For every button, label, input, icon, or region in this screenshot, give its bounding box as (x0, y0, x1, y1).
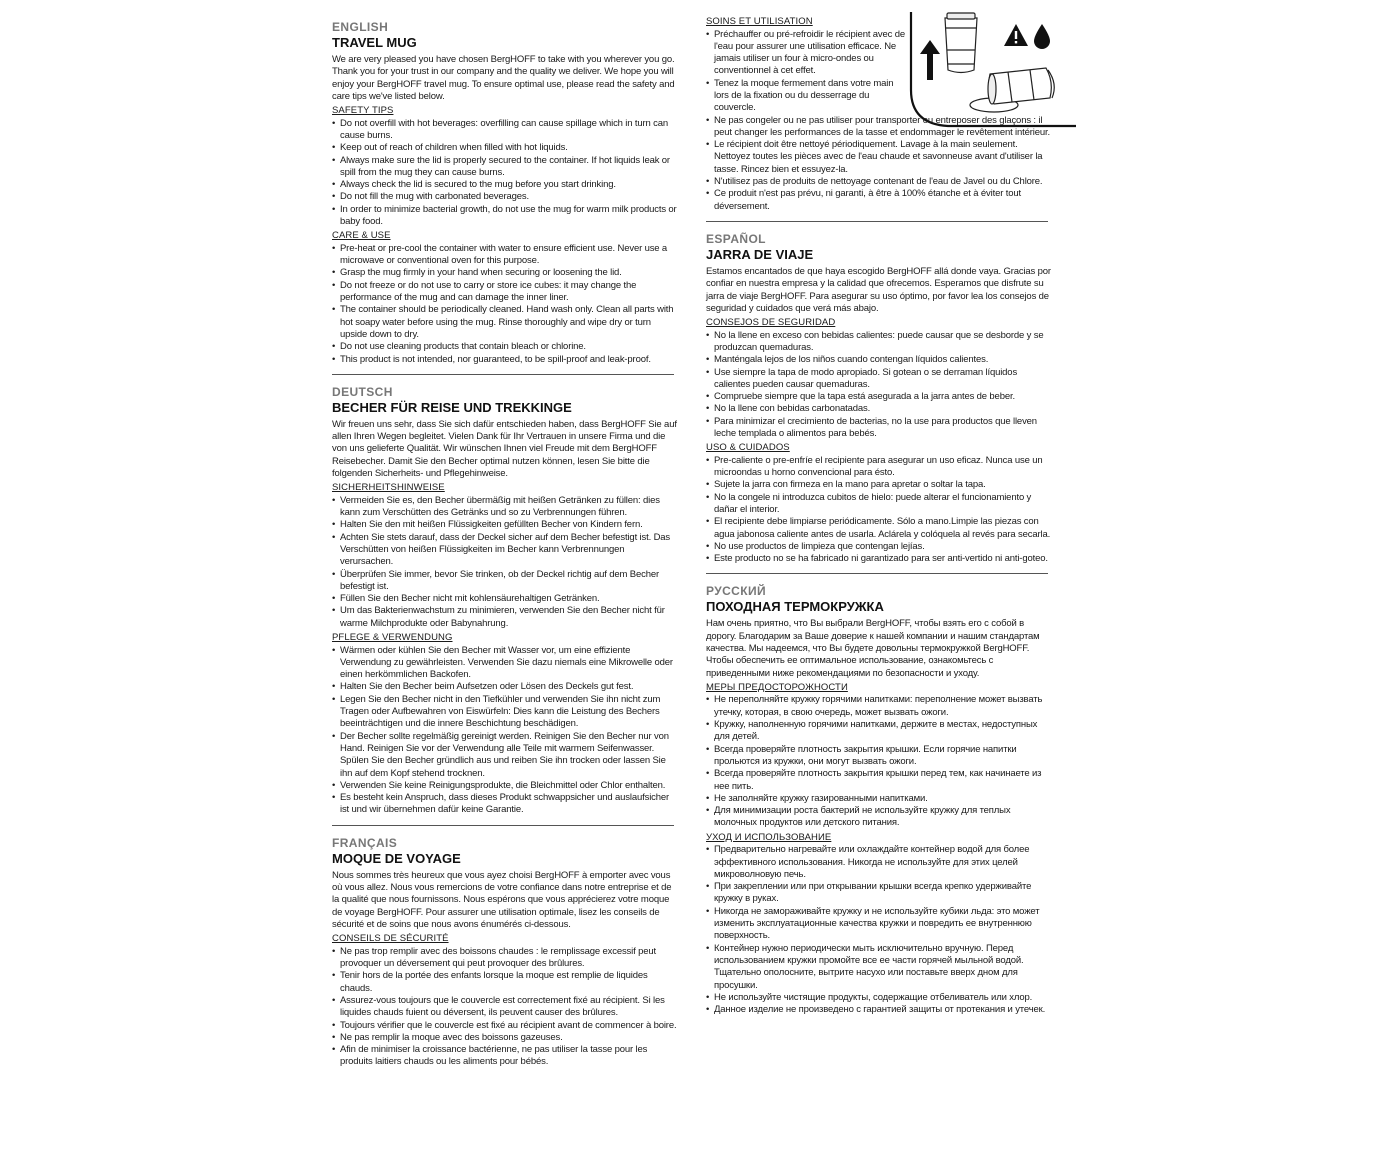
right-column (706, 16, 1052, 1016)
list-item: • Der Becher sollte regelmäßig gereinigt werden. Reinigen Sie den Becher nur von Hand. Reinigen Sie vor der Verwendung alle Teile mit warmem Seifenwasser. Spülen Sie den Becher gründlich aus und reiben Sie ihn trocken oder lassen Sie ihn auf dem Kopf stehend trocknen. (332, 731, 678, 780)
list-item: • Tenez la moque fermement dans votre main lors de la fixation ou du desserrage du couvercle. (706, 78, 910, 115)
list-item: • Для минимизации роста бактерий не используйте кружку для теплых молочных продуктов или детского питания. (706, 805, 1052, 830)
list-item: • The container should be periodically cleaned. Hand wash only. Clean all parts with hot soapy water before using the mug. Rinse thoroughly and wipe dry or turn upside down to dry. (332, 304, 678, 341)
list-item: • Ce produit n'est pas prévu, ni garanti, à être à 100% étanche et à éviter tout déversement. (706, 188, 1056, 213)
list-item: • Всегда проверяйте плотность закрытия крышки. Если горячие напитки прольются из кружки, они могут вызвать ожоги. (706, 744, 1052, 769)
list-item: • Legen Sie den Becher nicht in den Tiefkühler und verwenden Sie ihn nicht zum Tragen oder Aufbewahren von Eiswürfeln: Dies kann die Leistung des Bechers beeinträchtigen und die innere Beschichtung beschädigen. (332, 694, 678, 731)
list-item: • Keep out of reach of children when filled with hot liquids. (332, 142, 678, 154)
list-item: • Compruebe siempre que la tapa está asegurada a la jarra antes de beber. (706, 391, 1052, 403)
left-column (332, 20, 678, 1069)
list-item: • Assurez-vous toujours que le couvercle est correctement fixé au récipient. Si les liquides chauds fuient ou déversent, ils peuvent causer des brûlures. (332, 995, 678, 1020)
list-item: • Toujours vérifier que le couvercle est fixé au récipient avant de commencer à boire. (332, 1020, 678, 1032)
list-item: • Para minimizar el crecimiento de bacterias, no la use para productos que lleven leche templada o alimentos para bebés. (706, 416, 1052, 441)
intro-paragraph: Wir freuen uns sehr, dass Sie sich dafür entschieden haben, dass BergHOFF Sie auf allen Ihren Wegen begleitet. Vielen Dank für Ihr Vertrauen in unsere Firma und die von uns gelieferte Qualität. Wir wünschen Ihnen viel Freude mit dem BergHOFF Reisebecher. Damit Sie den Becher optimal nutzen können, lesen Sie bitte die folgenden Sicherheits- und Pflegehinweise. (332, 418, 677, 480)
list-item: • Do not overfill with hot beverages: overfilling can cause spillage which in turn can cause burns. (332, 118, 678, 143)
list-item: • Всегда проверяйте плотность закрытия крышки перед тем, как начинаете из нее пить. (706, 768, 1052, 793)
product-title: BECHER FÜR REISE UND TREKKINGE (332, 399, 572, 415)
list-item: • Do not use cleaning products that contain bleach or chlorine. (332, 341, 678, 353)
list-item: • Este producto no se ha fabricado ni garantizado para ser anti-vertido ni anti-goteo. (706, 553, 1052, 565)
list-item: • Ne pas trop remplir avec des boissons chaudes : le remplissage excessif peut provoquer un déversement qui peut provoquer des brûlures. (332, 946, 678, 971)
language-heading: ENGLISH (332, 20, 389, 34)
safety-list (332, 118, 678, 229)
list-item: • In order to minimize bacterial growth, do not use the mug for warm milk products or baby food. (332, 204, 678, 229)
list-item: • Vermeiden Sie es, den Becher übermäßig mit heißen Getränken zu füllen: dies kann zum Verschütten des Getränks und so zu Verbrennungen führen. (332, 495, 678, 520)
section-english (332, 20, 678, 366)
section-espanol (706, 232, 1052, 566)
section-russian (706, 584, 1052, 1016)
safety-heading: МЕРЫ ПРЕДОСТОРОЖНОСТИ (706, 681, 848, 693)
care-list (332, 645, 678, 817)
list-item: • El recipiente debe limpiarse periódicamente. Sólo a mano.Limpie las piezas con agua jabonosa caliente antes de usarla. Aclárela y colóquela al revés para secarla. (706, 516, 1052, 541)
list-item: • Pre-caliente o pre-enfríe el recipiente para asegurar un uso eficaz. Nunca use un microondas u horno convencional para ésto. (706, 455, 1052, 480)
list-item: • Не переполняйте кружку горячими напитками: переполнение может вызвать утечку, которая, в свою очередь, может вызвать ожоги. (706, 694, 1052, 719)
list-item: • Do not fill the mug with carbonated beverages. (332, 191, 678, 203)
product-title: JARRA DE VIAJE (706, 246, 814, 262)
list-item: • Кружку, наполненную горячими напитками, держите в местах, недоступных для детей. (706, 719, 1052, 744)
care-heading: USO & CUIDADOS (706, 442, 790, 454)
list-item: • Pre-heat or pre-cool the container with water to ensure efficient use. Never use a microwave or conventional oven for this purpose. (332, 243, 678, 268)
list-item: • N'utilisez pas de produits de nettoyage contenant de l'eau de Javel ou du Chlore. (706, 176, 1056, 188)
list-item: • Um das Bakterienwachstum zu minimieren, verwenden Sie den Becher nicht für warme Milchprodukte oder Babynahrung. (332, 605, 678, 630)
list-item: • Предварительно нагревайте или охлаждайте контейнер водой для более эффективного использования. Никогда не используйте для этих целей микроволновую печь. (706, 844, 1052, 881)
safety-list (706, 694, 1052, 829)
list-item: • No use productos de limpieza que contengan lejías. (706, 541, 1052, 553)
list-item: • Не используйте чистящие продукты, содержащие отбеливатель или хлор. (706, 992, 1052, 1004)
care-heading: SOINS ET UTILISATION (706, 16, 813, 27)
safety-list (706, 330, 1052, 441)
language-heading: ESPAÑOL (706, 231, 766, 246)
section-francais (332, 836, 678, 1069)
list-item: • Manténgala lejos de los niños cuando contengan líquidos calientes. (706, 354, 1052, 366)
care-list (706, 844, 1052, 1016)
care-heading: УХОД И ИСПОЛЬЗОВАНИЕ (706, 831, 832, 843)
intro-paragraph: Nous sommes très heureux que vous ayez choisi BergHOFF à emporter avec vous où vous allez. Nous vous remercions de votre confiance dans notre entreprise et de la qualité que nous fournissons. Nous espérons que vous apprécierez votre moque de voyage BergHOFF. Pour assurer une utilisation optimale, lisez les conseils de sécurité et de soins que nous avons énumérés ci-dessous. (332, 869, 672, 930)
list-item: • Ne pas remplir la moque avec des boissons gazeuses. (332, 1032, 678, 1044)
list-item: • This product is not intended, nor guaranteed, to be spill-proof and leak-proof. (332, 354, 678, 366)
safety-heading: CONSEJOS DE SEGURIDAD (706, 317, 836, 329)
list-item: • Füllen Sie den Becher nicht mit kohlensäurehaltigen Getränken. (332, 593, 678, 605)
list-item: • Halten Sie den mit heißen Flüssigkeiten gefüllten Becher von Kindern fern. (332, 519, 678, 531)
section-divider (706, 573, 1048, 574)
language-heading: DEUTSCH (332, 384, 393, 399)
list-item: • Sujete la jarra con firmeza en la mano para apretar o soltar la tapa. (706, 479, 1052, 491)
list-item: • Es besteht kein Anspruch, dass dieses Produkt schwappsicher und auslaufsicher ist und wir übernehmen dafür keine Garantie. (332, 792, 678, 817)
language-heading: РУССКИЙ (706, 584, 767, 599)
list-item: • Данное изделие не произведено с гарантией защиты от протекания и утечек. (706, 1004, 1052, 1016)
product-title: MOQUE DE VOYAGE (332, 850, 461, 866)
list-item: • При закреплении или при открывании крышки всегда крепко удерживайте кружку в руках. (706, 881, 1052, 906)
care-list (332, 243, 678, 366)
care-heading: CARE & USE (332, 230, 391, 242)
list-item: • Always check the lid is secured to the mug before you start drinking. (332, 179, 678, 191)
list-item: • Préchauffer ou pré-refroidir le récipient avec de l'eau pour assurer une utilisation efficace. Ne jamais utiliser un four à micro-ondes ou conventionnel à cet effet. (706, 29, 910, 78)
list-item: • Grasp the mug firmly in your hand when securing or loosening the lid. (332, 267, 678, 279)
section-deutsch (332, 385, 678, 817)
list-item: • Le récipient doit être nettoyé périodiquement. Lavage à la main seulement. Nettoyez toutes les pièces avec de l'eau chaude et savonneuse avant d'utiliser la tasse. Rincez bien et essuyez-la. (706, 139, 1056, 176)
section-divider (332, 825, 674, 826)
list-item: • Ne pas congeler ou ne pas utiliser pour transporter ou entreposer des glaçons : il peut changer les performances de la tasse et endommager le revêtement intérieur. (706, 115, 1056, 140)
list-item: • Никогда не замораживайте кружку и не используйте кубики льда: это может изменить эксплуатационные качества кружки и повредить ее внутреннюю поверхность. (706, 906, 1052, 943)
care-heading: PFLEGE & VERWENDUNG (332, 632, 453, 644)
intro-paragraph: Estamos encantados de que haya escogido BergHOFF allá donde vaya. Gracias por confiar en nuestra empresa y la calidad que ofrecemos. Esperamos que disfrute su jarra de viaje BergHOFF. Para asegurar su uso óptimo, por favor lea los consejos de seguridad y cuidados que verá más abajo. (706, 265, 1051, 314)
list-item: • Achten Sie stets darauf, dass der Deckel sicher auf dem Becher befestigt ist. Das Verschütten von heißen Flüssigkeiten im Becher kann Verbrennungen verursachen. (332, 532, 678, 569)
safety-list (332, 946, 678, 1069)
list-item: • No la congele ni introduzca cubitos de hielo: puede alterar el funcionamiento y dañar el interior. (706, 492, 1052, 517)
safety-heading: CONSEILS DE SÉCURITÉ (332, 933, 449, 945)
safety-heading: SAFETY TIPS (332, 105, 394, 117)
list-item: • Halten Sie den Becher beim Aufsetzen oder Lösen des Deckels gut fest. (332, 681, 678, 693)
safety-heading: SICHERHEITSHINWEISE (332, 482, 445, 494)
list-item: • Wärmen oder kühlen Sie den Becher mit Wasser vor, um eine effiziente Verwendung zu gewährleisten. Verwenden Sie dazu niemals eine Mikrowelle oder einen herkömmlichen Backofen. (332, 645, 678, 682)
list-item: • No la llene con bebidas carbonatadas. (706, 403, 1052, 415)
section-divider (332, 374, 674, 375)
section-divider (706, 221, 1048, 222)
intro-paragraph: We are very pleased you have chosen BergHOFF to take with you wherever you go. Thank you for your trust in our company and the quality we deliver. We hope you will enjoy your BergHOFF travel mug. To ensure optimal use, please read the safety and care tips we've listed below. (332, 54, 675, 102)
product-title: ПОХОДНАЯ ТЕРМОКРУЖКА (706, 599, 884, 615)
care-list (706, 29, 1052, 213)
care-list (706, 455, 1052, 566)
list-item: • Do not freeze or do not use to carry or store ice cubes: it may change the performance of the mug and can damage the inner liner. (332, 280, 678, 305)
list-item: • Контейнер нужно периодически мыть исключительно вручную. Перед использованием кружки промойте все ее части горячей мыльной водой. Тщательно ополосните, вытрите насухо или поставьте вверх дном для просушки. (706, 943, 1052, 992)
language-heading: FRANÇAIS (332, 835, 398, 850)
safety-list (332, 495, 678, 630)
list-item: • No la llene en exceso con bebidas calientes: puede causar que se desborde y se produzcan quemaduras. (706, 330, 1052, 355)
list-item: • Use siempre la tapa de modo apropiado. Si gotean o se derraman líquidos calientes pueden causar quemaduras. (706, 367, 1052, 392)
list-item: • Überprüfen Sie immer, bevor Sie trinken, ob der Deckel richtig auf dem Becher befestigt ist. (332, 569, 678, 594)
section-francais-care (706, 16, 1052, 213)
list-item: • Always make sure the lid is properly secured to the container. If hot liquids leak or spill from the mug they can cause burns. (332, 155, 678, 180)
intro-paragraph: Нам очень приятно, что Вы выбрали BergHOFF, чтобы взять его с собой в дорогу. Благодарим за Ваше доверие к нашей компании и нашим стандартам качества. Мы надеемся, что Вы будете довольны термокружкой BergHOFF. Чтобы обеспечить ее оптимальное использование, ознакомьтесь с приведенными ниже рекомендациями по безопасности и уходу. (706, 618, 1040, 679)
list-item: • Verwenden Sie keine Reinigungsprodukte, die Bleichmittel oder Chlor enthalten. (332, 780, 678, 792)
list-item: • Tenir hors de la portée des enfants lorsque la moque est remplie de liquides chauds. (332, 970, 678, 995)
list-item: • Не заполняйте кружку газированными напитками. (706, 793, 1052, 805)
list-item: • Afin de minimiser la croissance bactérienne, ne pas utiliser la tasse pour les produits laitiers chauds ou les aliments pour bébés. (332, 1044, 678, 1069)
product-title: TRAVEL MUG (332, 35, 417, 50)
